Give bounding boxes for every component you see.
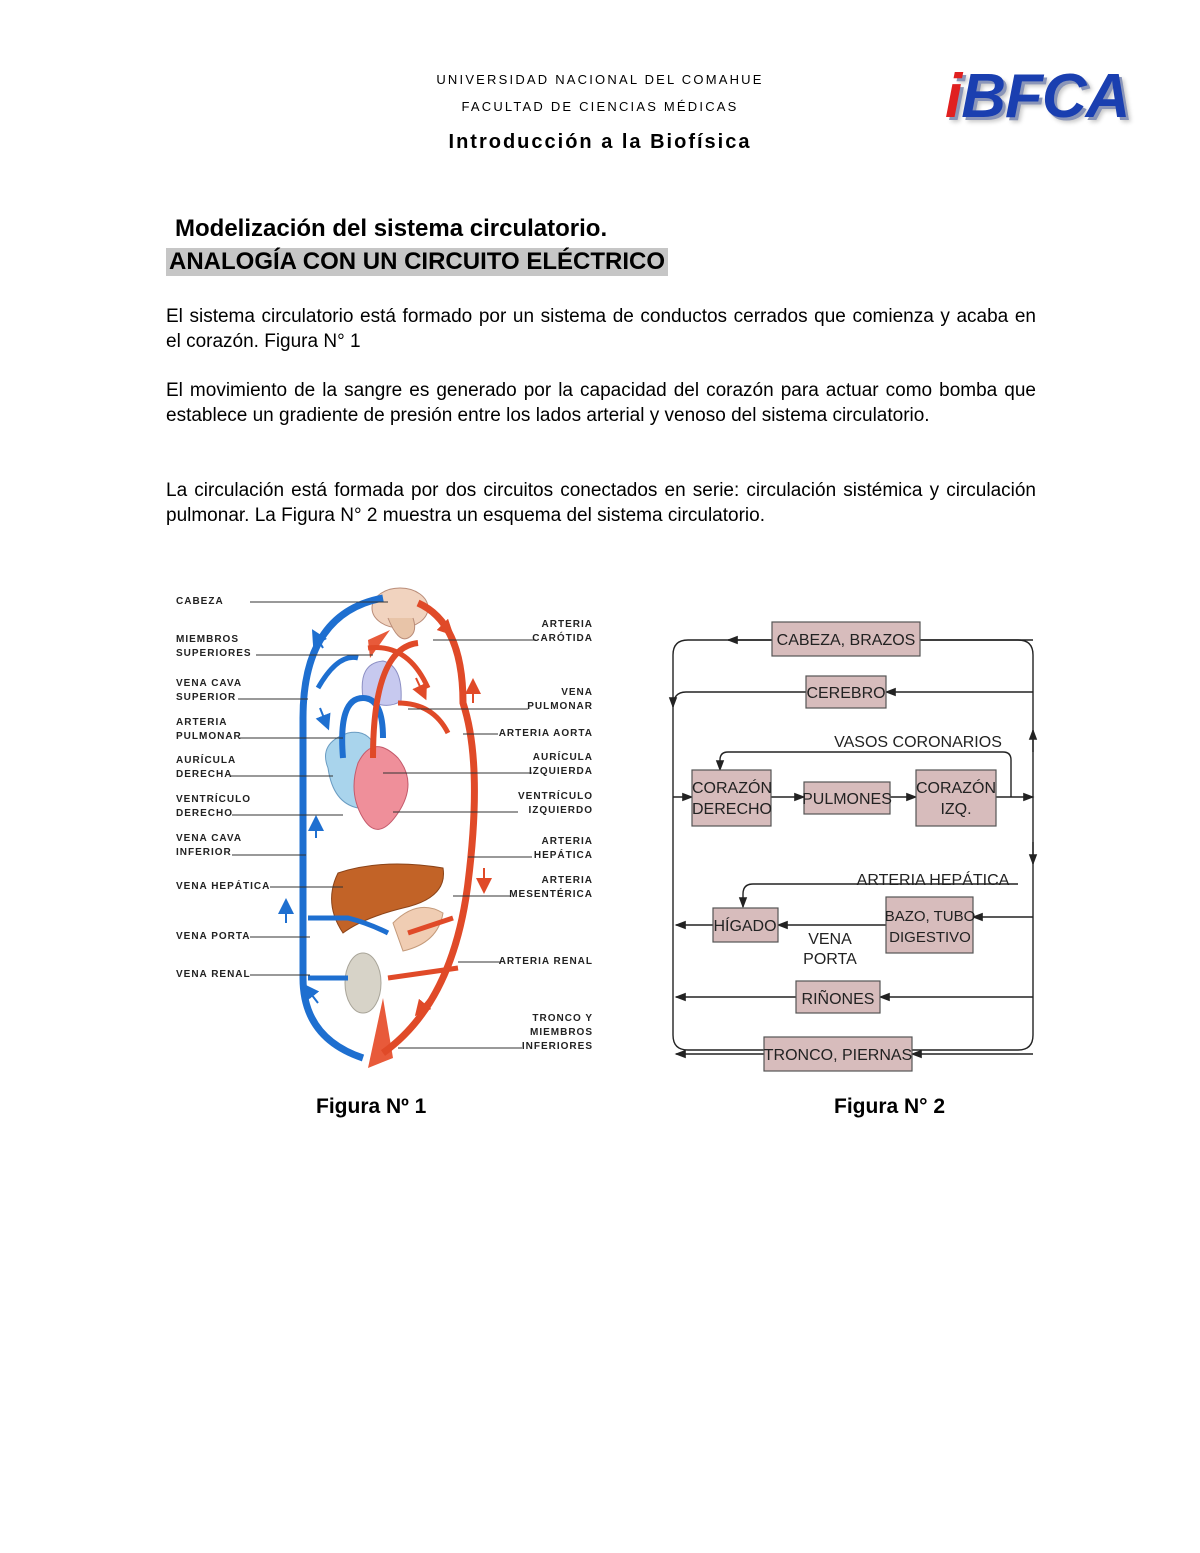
page-subtitle: ANALOGÍA CON UN CIRCUITO ELÉCTRICO bbox=[166, 248, 668, 276]
pulmonary-vein-vessel bbox=[398, 703, 448, 733]
figure-1-label-line: INFERIORES bbox=[521, 1041, 593, 1052]
blue-flow-arrow bbox=[308, 990, 318, 1003]
figure-1-label-line: SUPERIOR bbox=[176, 692, 237, 703]
label-bazo-2: DIGESTIVO bbox=[889, 929, 971, 946]
figure-1-label-line: IZQUIERDA bbox=[529, 766, 593, 777]
faculty-name: FACULTAD DE CIENCIAS MÉDICAS bbox=[461, 99, 739, 114]
label-corazon-der-2: DERECHO bbox=[691, 801, 773, 818]
figure-1-label-line: ARTERIA bbox=[541, 875, 593, 886]
figure-1-circulatory-illustration bbox=[168, 578, 608, 1073]
brain-stem-organ bbox=[388, 618, 415, 639]
figure-1-label-left-7 bbox=[176, 833, 242, 858]
figure-1-label-line: CARÓTIDA bbox=[532, 633, 593, 644]
figure-1-label-right-2 bbox=[527, 687, 593, 712]
logo-main: BFCA bbox=[961, 62, 1130, 131]
figure-1-label-line: INFERIOR bbox=[176, 847, 232, 858]
figure-1-label-line: DERECHA bbox=[176, 769, 233, 780]
figure-1-label-line: ARTERIA RENAL bbox=[498, 956, 593, 967]
figure-1-label-line: ARTERIA bbox=[541, 619, 593, 630]
figure-1-label-left-3 bbox=[176, 678, 242, 703]
figure-1-label-line: VENTRÍCULO bbox=[176, 794, 251, 805]
figure-1-label-line: ARTERIA bbox=[176, 717, 228, 728]
figure-1-label-left-1 bbox=[176, 596, 224, 607]
figure-1-label-line: AURÍCULA bbox=[532, 752, 593, 763]
figure-1-label-right-6 bbox=[534, 836, 593, 861]
label-corazon-izq-1: CORAZÓN bbox=[916, 780, 996, 797]
branch-cerebro-out bbox=[673, 692, 806, 707]
label-corazon-izq-2: IZQ. bbox=[940, 801, 972, 818]
figure-1-label-line: IZQUIERDO bbox=[528, 805, 593, 816]
figure-1-label-line: MESENTÉRICA bbox=[509, 889, 593, 900]
paragraph-3: La circulación está formada por dos circuitos conectados en serie: circulación sistémica y circulación pulmonar. La Figura N° 2 muestra un esquema del sistema circulatorio. bbox=[166, 480, 1036, 526]
blue-flow-arrow bbox=[320, 708, 326, 723]
figure-1-label-right-8 bbox=[499, 956, 593, 967]
figure-1-label-line: DERECHO bbox=[176, 808, 234, 819]
figure-2-caption: Figura N° 2 bbox=[834, 1095, 946, 1118]
figure-1-label-left-8 bbox=[176, 879, 270, 892]
figure-1-label-left-10 bbox=[176, 969, 251, 980]
label-higado: HÍGADO bbox=[713, 918, 777, 935]
label-cabeza-brazos: CABEZA, BRAZOS bbox=[776, 632, 916, 649]
upper-vein-vessel bbox=[318, 657, 358, 688]
figure-1-label-line: PULMONAR bbox=[527, 701, 593, 712]
label-tronco-piernas: TRONCO, PIERNAS bbox=[763, 1047, 913, 1064]
figure-1-label-line: VENA bbox=[561, 687, 593, 698]
label-bazo-1: BAZO, TUBO bbox=[884, 908, 976, 925]
label-vena: VENA bbox=[808, 931, 852, 948]
figure-1-label-line: TRONCO Y bbox=[532, 1013, 593, 1024]
figure-1-label-left-9 bbox=[176, 931, 250, 942]
figure-1-label-line: AURÍCULA bbox=[176, 755, 237, 766]
figure-1-caption: Figura Nº 1 bbox=[316, 1095, 427, 1118]
label-vasos-coronarios: VASOS CORONARIOS bbox=[834, 734, 1002, 751]
label-pulmones: PULMONES bbox=[802, 791, 892, 808]
figure-1-label-line: VENTRÍCULO bbox=[518, 791, 593, 802]
figure-1-label-line: MIEMBROS bbox=[176, 634, 239, 645]
paragraph-2: El movimiento de la sangre es generado por la capacidad del corazón para actuar como bomba que establece un gradiente de presión entre los lados arterial y venoso del sistema circulatorio. bbox=[166, 380, 1036, 426]
label-rinones: RIÑONES bbox=[801, 991, 875, 1008]
label-arteria-hepatica: ARTERIA HEPÁTICA bbox=[856, 872, 1010, 889]
figure-2-circuit-diagram bbox=[668, 612, 1040, 1072]
figure-1-label-line: CABEZA bbox=[176, 596, 224, 607]
figure-1-label-right-4 bbox=[529, 750, 593, 777]
course-title: Introducción a la Biofísica bbox=[448, 131, 752, 153]
figure-1-label-line: HEPÁTICA bbox=[533, 850, 593, 861]
figure-1-label-right-9 bbox=[522, 1013, 593, 1052]
kidney-organ bbox=[345, 953, 381, 1013]
logo-prefix: i bbox=[945, 62, 962, 131]
figure-1-label-line: VENA HEPÁTICA bbox=[176, 881, 271, 892]
upper-limb-muscle bbox=[368, 630, 390, 658]
figure-1-label-line: VENA PORTA bbox=[176, 931, 251, 942]
figure-1-label-left-4 bbox=[176, 717, 242, 742]
figure-1-label-line: MIEMBROS bbox=[530, 1027, 593, 1038]
figure-1-label-line: SUPERIORES bbox=[176, 648, 252, 659]
figure-1-label-line: ARTERIA AORTA bbox=[498, 728, 593, 739]
figure-1-label-line: ARTERIA bbox=[541, 836, 593, 847]
left-heart-organ bbox=[354, 747, 408, 830]
figure-1-label-right-5 bbox=[518, 789, 593, 816]
figure-1-label-line: PULMONAR bbox=[176, 731, 242, 742]
label-corazon-der-1: CORAZÓN bbox=[692, 780, 772, 797]
university-name: UNIVERSIDAD NACIONAL DEL COMAHUE bbox=[436, 72, 764, 87]
figure-1-label-right-7 bbox=[509, 875, 593, 900]
figure-1-label-line: VENA CAVA bbox=[176, 833, 243, 844]
ibfca-logo bbox=[945, 62, 1130, 131]
label-cerebro: CEREBRO bbox=[806, 685, 886, 702]
figure-1-label-right-3 bbox=[499, 728, 593, 739]
figure-1-label-line: VENA RENAL bbox=[176, 969, 251, 980]
figure-1-label-line: VENA CAVA bbox=[176, 678, 243, 689]
figure-1-label-left-5 bbox=[176, 753, 236, 780]
figure-1-label-left-2 bbox=[176, 634, 252, 659]
page-title: Modelización del sistema circulatorio. bbox=[175, 215, 608, 242]
figure-1-label-right-1 bbox=[532, 619, 593, 644]
aorta-vessel bbox=[383, 603, 474, 1053]
paragraph-1: El sistema circulatorio está formado por un sistema de conductos cerrados que comienza y acaba en el corazón. Figura N° 1 bbox=[166, 306, 1036, 352]
label-porta: PORTA bbox=[803, 951, 857, 968]
